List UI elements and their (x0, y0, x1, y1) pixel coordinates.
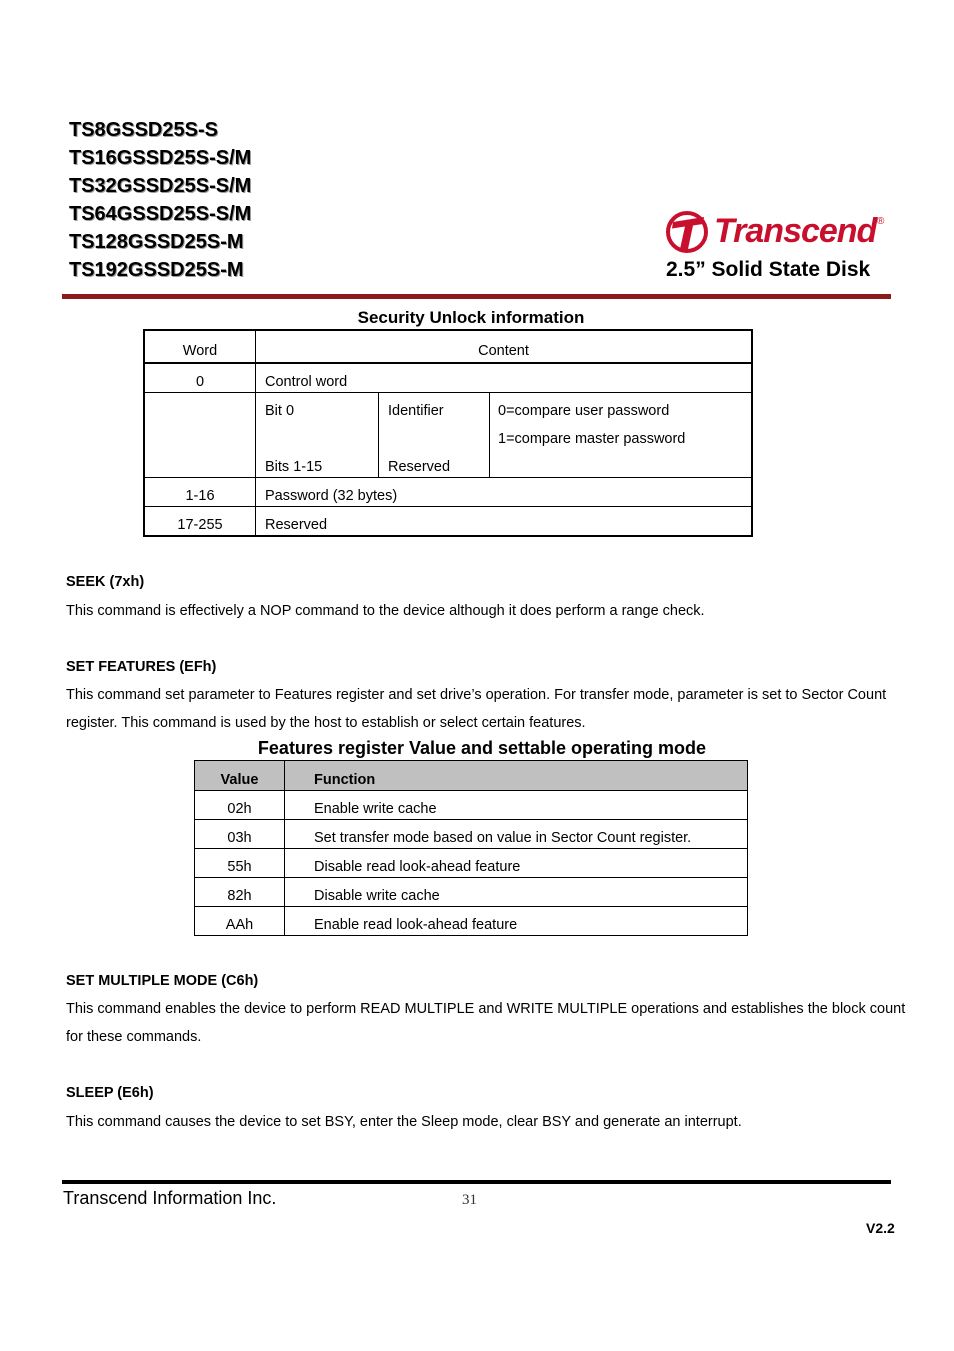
value-cell: 02h (195, 791, 285, 820)
transcend-logo (664, 209, 894, 255)
features-table-caption: Features register Value and settable operating mode (257, 738, 707, 758)
function-cell: Disable read look-ahead feature (285, 849, 748, 878)
description-line: 0=compare user password (498, 403, 670, 419)
set-multiple-text: This command enables the device to perform READ MULTIPLE and WRITE MULTIPLE operations and establishes the block count for these commands. (66, 1001, 906, 1045)
table-row (195, 878, 748, 907)
model-name: TS64GSSD25S-S/M (69, 203, 252, 225)
word-cell: 1-16 (144, 478, 256, 507)
company-name: Transcend Information Inc. (63, 1188, 277, 1208)
content-cell: Control word (256, 363, 753, 393)
function-cell: Enable write cache (285, 791, 748, 820)
footer-divider (62, 1180, 891, 1184)
column-header-word: Word (144, 330, 256, 363)
model-name: TS128GSSD25S-M (69, 231, 244, 253)
sleep-heading: SLEEP (E6h) (66, 1085, 154, 1101)
table-header-row (195, 761, 748, 791)
sleep-text: This command causes the device to set BSY, enter the Sleep mode, clear BSY and generate an interrupt. (66, 1114, 742, 1130)
seek-heading: SEEK (7xh) (66, 574, 145, 590)
page-number: 31 (462, 1192, 477, 1208)
field-cell (379, 393, 490, 478)
field-label: Identifier (388, 403, 444, 419)
document-version: V2.2 (866, 1220, 895, 1236)
model-list (69, 116, 251, 284)
set-features-text: This command set parameter to Features register and set drive’s operation. For transfer mode, parameter is set to Sector Count register. This command is used by the host to establish or select certain features. (66, 687, 887, 731)
registered-mark: ® (877, 216, 885, 227)
model-name: TS192GSSD25S-M (69, 259, 244, 281)
product-title: 2.5” Solid State Disk (666, 258, 871, 281)
column-header-function: Function (285, 761, 748, 791)
column-header-content: Content (256, 330, 753, 363)
bit-label: Bits 1-15 (265, 459, 323, 475)
security-table-caption: Security Unlock information (357, 308, 585, 327)
model-name: TS16GSSD25S-S/M (69, 147, 252, 169)
model-name: TS8GSSD25S-S (69, 119, 218, 141)
table-row (144, 393, 752, 478)
table-row (195, 791, 748, 820)
content-cell: Reserved (265, 517, 328, 533)
bit-cell (256, 393, 379, 478)
field-label: Reserved (388, 459, 451, 475)
word-cell: 0 (144, 363, 256, 393)
header-divider (62, 294, 891, 299)
model-name: TS32GSSD25S-S/M (69, 175, 252, 197)
transcend-t-icon (664, 209, 710, 255)
seek-text: This command is effectively a NOP command to the device although it does perform a range check. (66, 603, 705, 619)
table-row (195, 907, 748, 936)
table-row (144, 478, 752, 507)
column-header-value: Value (195, 761, 285, 791)
security-unlock-table (143, 329, 753, 537)
function-cell: Disable write cache (285, 878, 748, 907)
value-cell: 03h (195, 820, 285, 849)
table-row (144, 363, 752, 393)
description-line: 1=compare master password (498, 431, 686, 447)
brand-name: Transcend (714, 212, 877, 250)
function-cell: Enable read look-ahead feature (314, 917, 518, 933)
function-cell: Set transfer mode based on value in Sector Count register. (285, 820, 748, 849)
features-table (194, 760, 748, 936)
description-cell (490, 393, 753, 478)
set-multiple-heading: SET MULTIPLE MODE (C6h) (66, 973, 259, 989)
value-cell: 55h (195, 849, 285, 878)
table-row (195, 849, 748, 878)
value-cell: AAh (195, 907, 285, 936)
bit-label: Bit 0 (265, 403, 295, 419)
table-row (195, 820, 748, 849)
content-cell: Password (32 bytes) (256, 478, 753, 507)
table-header-row (144, 330, 752, 363)
set-features-heading: SET FEATURES (EFh) (66, 659, 217, 675)
table-row (144, 507, 752, 537)
word-cell (144, 393, 256, 478)
word-cell: 17-255 (144, 507, 256, 537)
value-cell: 82h (195, 878, 285, 907)
